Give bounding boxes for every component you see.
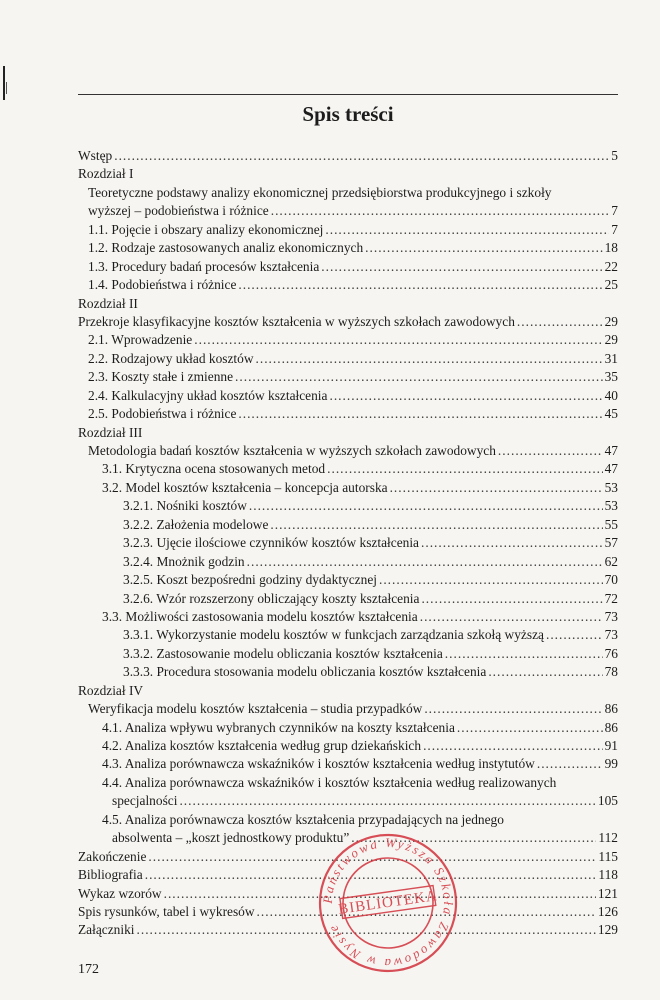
toc-entry-title: wyższej – podobieństwa i różnice	[88, 203, 269, 219]
dot-leader	[179, 792, 595, 810]
toc-entry	[78, 700, 618, 718]
toc-entry-page: 86	[604, 719, 618, 735]
toc-entry-page: 78	[604, 664, 618, 680]
toc-entry	[78, 553, 618, 571]
toc-entry-page: 99	[604, 756, 618, 772]
toc-entry-title: 3.2.4. Mnożnik godzin	[123, 553, 245, 569]
toc-entry-page: 86	[604, 701, 618, 717]
toc-entry-title: 3.2.2. Założenia modelowe	[123, 516, 269, 532]
toc-entry-page: 70	[604, 572, 618, 588]
toc-entry	[78, 387, 618, 405]
dot-leader	[390, 479, 603, 497]
toc-entry-page: 118	[598, 867, 618, 883]
toc-entry-page: 7	[611, 221, 618, 237]
dot-leader	[424, 700, 602, 718]
toc-entry-title: 3.3.2. Zastosowanie modelu obliczania kosztów kształcenia	[123, 645, 443, 661]
toc-entry-page: 62	[604, 553, 618, 569]
toc-entry-title: Załączniki	[78, 922, 135, 938]
toc-entry-page: 73	[604, 608, 618, 624]
toc-entry	[78, 737, 618, 755]
toc-entry-page: 45	[604, 406, 618, 422]
toc-entry-title: 3.3.1. Wykorzystanie modelu kosztów w funkcjach zarządzania szkołą wyższą	[123, 627, 544, 643]
top-rule	[78, 94, 618, 95]
toc-entry	[78, 571, 618, 589]
dot-leader	[238, 276, 602, 294]
toc-entry-title: 3.2.6. Wzór rozszerzony obliczający koszty kształcenia	[123, 590, 420, 606]
toc-entry-page: 121	[597, 885, 618, 901]
dot-leader	[321, 258, 602, 276]
toc-entry-title: 1.2. Rodzaje zastosowanych analiz ekonomicznych	[88, 240, 364, 256]
toc-entry-page: 105	[597, 793, 618, 809]
dot-leader	[517, 313, 603, 331]
toc-entry	[78, 147, 618, 165]
toc-entry-title: 2.4. Kalkulacyjny układ kosztów kształcenia	[88, 387, 328, 403]
toc-entry-title: 3.3.3. Procedura stosowania modelu obliczania kosztów kształcenia	[123, 664, 487, 680]
toc-entry-title: Spis rysunków, tabel i wykresów	[78, 903, 255, 919]
dot-leader	[256, 350, 603, 368]
toc-entry-page: 18	[604, 240, 618, 256]
toc-entry	[78, 221, 618, 239]
toc-entry-page: 29	[604, 313, 618, 329]
toc-entry-page: 22	[604, 258, 618, 274]
toc-entry-title: absolwenta – „koszt jednostkowy produktu”	[112, 830, 350, 846]
dot-leader	[546, 626, 603, 644]
toc-entry	[78, 626, 618, 644]
dot-leader	[537, 755, 603, 773]
toc-heading: Teoretyczne podstawy analizy ekonomicznej przedsiębiorstwa produkcyjnego i szkoły	[88, 184, 552, 200]
toc-entry	[78, 202, 618, 220]
toc-entry-page: 35	[604, 369, 618, 385]
page-number: 172	[78, 962, 99, 977]
toc-entry-title: 1.1. Pojęcie i obszary analizy ekonomicznej	[88, 221, 324, 237]
toc-entry-page: 126	[597, 903, 618, 919]
toc-entry-title: Wykaz wzorów	[78, 885, 162, 901]
dot-leader	[235, 368, 603, 386]
scan-mark	[6, 82, 7, 94]
toc-entry	[78, 331, 618, 349]
toc-entry	[78, 442, 618, 460]
dot-leader	[488, 663, 602, 681]
toc-entry	[78, 405, 618, 423]
toc-entry-page: 73	[604, 627, 618, 643]
table-of-contents	[78, 147, 618, 940]
toc-entry-title: 2.2. Rodzajowy układ kosztów	[88, 350, 254, 366]
toc-entry-title: 3.2.5. Koszt bezpośredni godziny dydaktycznej	[123, 572, 377, 588]
toc-entry-page: 112	[598, 830, 618, 846]
toc-entry-page: 57	[604, 535, 618, 551]
toc-entry	[78, 239, 618, 257]
library-stamp	[308, 823, 468, 983]
dot-leader	[270, 516, 602, 534]
dot-leader	[114, 147, 609, 165]
stamp-ring-text: Państwowa Wyższa Szkoła Zawodowa w Nysie	[319, 834, 457, 972]
page-title: Spis treści	[302, 102, 394, 126]
toc-entry-page: 53	[604, 479, 618, 495]
toc-heading: Rozdział III	[78, 424, 143, 440]
toc-entry-page: 76	[604, 645, 618, 661]
toc-entry-page: 47	[604, 443, 618, 458]
toc-heading: 4.5. Analiza porównawcza kosztów kształcenia przypadających na jednego	[102, 811, 504, 827]
toc-entry-title: 3.3. Możliwości zastosowania modelu kosztów kształcenia	[102, 608, 418, 624]
toc-entry-page: 53	[604, 498, 618, 514]
toc-entry	[78, 663, 618, 681]
dot-leader	[421, 534, 603, 552]
toc-entry-title: 1.4. Podobieństwa i różnice	[88, 277, 237, 293]
toc-entry-title: specjalności	[112, 793, 178, 809]
toc-entry	[78, 645, 618, 663]
toc-entry-title: 3.1. Krytyczna ocena stosowanych metod	[102, 461, 326, 477]
toc-entry-title: 3.2.3. Ujęcie ilościowe czynników kosztów kształcenia	[123, 535, 419, 551]
toc-entry-title: 3.2.1. Nośniki kosztów	[123, 498, 247, 514]
toc-entry-title: 2.5. Podobieństwa i różnice	[88, 406, 237, 422]
toc-entry-page: 5	[611, 148, 618, 163]
dot-leader	[327, 460, 602, 478]
toc-entry	[78, 258, 618, 276]
toc-entry-page: 72	[604, 590, 618, 606]
toc-entry	[78, 608, 618, 626]
dot-leader	[249, 497, 603, 515]
toc-entry	[78, 516, 618, 534]
dot-leader	[247, 553, 603, 571]
dot-leader	[271, 202, 610, 220]
toc-entry-page: 47	[604, 461, 618, 477]
dot-leader	[379, 571, 603, 589]
toc-entry	[78, 350, 618, 368]
toc-entry-page: 40	[604, 387, 618, 403]
toc-heading: Rozdział II	[78, 295, 138, 311]
toc-entry-title: 1.3. Procedury badań procesów kształcenia	[88, 258, 320, 274]
toc-entry-title: Przekroje klasyfikacyjne kosztów kształcenia w wyższych szkołach zawodowych	[78, 313, 515, 329]
toc-entry-page: 25	[604, 277, 618, 293]
toc-entry-page: 129	[597, 922, 618, 938]
toc-entry	[78, 497, 618, 515]
toc-entry-page: 91	[604, 738, 618, 753]
toc-entry-page: 29	[604, 332, 618, 348]
dot-leader	[325, 221, 609, 239]
scan-mark	[3, 66, 5, 100]
toc-entry-title: 4.1. Analiza wpływu wybranych czynników na koszty kształcenia	[102, 719, 455, 735]
toc-entry-title: Wstęp	[78, 148, 113, 163]
toc-entry	[78, 792, 618, 810]
toc-entry-page: 55	[604, 516, 618, 532]
dot-leader	[194, 331, 602, 349]
toc-entry	[78, 276, 618, 294]
dot-leader	[238, 405, 602, 423]
toc-entry-title: 4.3. Analiza porównawcza wskaźników i kosztów kształcenia według instytutów	[102, 756, 535, 772]
toc-entry-page: 31	[604, 350, 618, 366]
toc-heading: Rozdział IV	[78, 682, 144, 698]
toc-entry	[78, 479, 618, 497]
toc-entry-page: 115	[598, 848, 618, 864]
toc-entry	[78, 534, 618, 552]
toc-entry-title: Bibliografia	[78, 867, 143, 883]
toc-entry-title: 2.1. Wprowadzenie	[88, 332, 193, 348]
toc-entry-title: Zakończenie	[78, 848, 147, 864]
toc-heading: 4.4. Analiza porównawcza wskaźników i kosztów kształcenia według realizowanych	[102, 774, 557, 790]
dot-leader	[421, 590, 602, 608]
toc-entry-page: 7	[611, 203, 618, 219]
toc-entry	[78, 590, 618, 608]
toc-entry	[78, 313, 618, 331]
toc-entry	[78, 368, 618, 386]
toc-heading: Rozdział I	[78, 166, 134, 182]
dot-leader	[445, 645, 603, 663]
toc-entry	[78, 719, 618, 737]
stamp-center-text: BIBLIOTEKA	[337, 888, 439, 918]
toc-entry-title: Weryfikacja modelu kosztów kształcenia – studia przypadków	[88, 701, 423, 717]
dot-leader	[329, 387, 602, 405]
toc-entry	[78, 460, 618, 478]
toc-entry-title: 4.2. Analiza kosztów kształcenia według grup dziekańskich	[102, 738, 422, 753]
toc-entry-title: Metodologia badań kosztów kształcenia w wyższych szkołach zawodowych	[88, 443, 496, 458]
toc-entry	[78, 755, 618, 773]
dot-leader	[365, 239, 602, 257]
toc-entry-title: 2.3. Koszty stałe i zmienne	[88, 369, 234, 385]
dot-leader	[498, 442, 603, 460]
dot-leader	[423, 737, 603, 755]
toc-entry-title: 3.2. Model kosztów kształcenia – koncepcja autorska	[102, 479, 388, 495]
dot-leader	[420, 608, 603, 626]
dot-leader	[457, 719, 603, 737]
